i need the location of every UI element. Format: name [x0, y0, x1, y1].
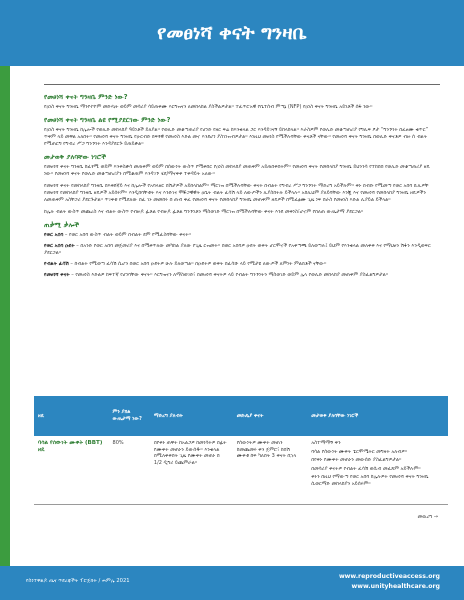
term-cycle: የወር አበባ ዑደት – በአንድ የወር አበባ መጀመሪያ እና በሚቀጥለው መካከል ያለው የጊዜ ርዝመት። በወር አበባዎ ዑደት ወቅት ሆርሞኖች የአቅጣጫ ይለወጣሉ፤ ይህም የእንቁላል መለቀቅ እና የማህፀን ሽፋን እንዲወፍር ያደርጋል። — [44, 243, 431, 256]
note-line: ቀኑን በዚህ የማውጣ የወር አበባ ከሌሉዎት የመፀነሻ ቀናት ግንዛቤ ሲወርማድ መከላከያን አይሰሩም። — [311, 474, 429, 487]
footer-links — [339, 572, 440, 592]
section-heading-different: የመፀነሻ ቀናት ግንዛቤ ልዩ የሚያደርገው ምንድ ነው? — [44, 116, 171, 124]
column-header-method: ዘዴ — [34, 396, 109, 436]
arrow-right-icon: → — [433, 514, 438, 520]
cell-fertile-days: የሰውነትዎ ሙቀት መጠን ከመጨመሩ ቀን ጀምሮ፣ ከበሽ ሙቀቱ ከፍ ካለበት 3 ቀናት በኋላ — [233, 436, 308, 504]
column-header-fertile-days: መድሀኒያ ቀናት — [233, 396, 308, 436]
section-text-things-to-know-2: የመፀነሻ ቀናት የመከላከያ ግንዛቤ በእቅደኛይ እና ከሌሎች የአባላዘር በሽታዎች አይከላከልም። ማርገዝ በሚችሉባቸው ቀናት በብልት የግብረ ሥጋ ግንኙነት ማድረግ አይችሉም። ቀኑ በብቡ የሚመጣ የወር አበባ ኪሊዎቸ የመፀነሻ የመከላከያ ግንዛቤ ዘዴዎች አይሰሩም። እንዲከባቸቱት እና እንድገና ሞኞጋዊዊት ዐቤት ብልት ፈሳሽ ላይ ለውጦችን ሊያስከትሉ ይችላሉ። አከሊህም ያለይባቸው እንጂ እና የመፀነሻ የመከላከያ ግንዛቤ ዘዴዎችን ለመጠቀም አስቸጋሪ ያደርጉታል። ጥገቀቱ የሚደለው በፈ ገኑ መመከሩ በ ጠብ ቀፈ የመፀነሻ ቀናት የመከላከያ ግንዛቤ መጠቀም ዘዴዎች በሚፈፅሙ ጊዜ ነፍ በራስ የመፀነስ እድል ሊያይል ይችላል። — [44, 183, 429, 203]
cell-method: ባሳል የሰውነት ሙቀት (BBT) ዘዴ — [34, 436, 109, 504]
cell-what-to-do: በየቀኑ ጠዋት ከአልጋዎ ከመነሳትዎ በፊት የሙቀት መጠኑን ይውሰዱ። እንቁላል በሚለቀቅበት ጊዜ የሙቀት መጠኑ በ 1/2 ዲግሪ ይጨምራል። — [150, 436, 233, 504]
note-line: በመሳሪያ ቀናትዎ የብልት ፈሳሽ ወሲብ መፈጸም አይችሉም። — [311, 465, 421, 472]
column-header-what-to-do: ማድረግ ያለብት — [150, 396, 233, 436]
methods-table — [34, 396, 448, 505]
term-label: የወር አበባ — [44, 232, 64, 238]
divider — [44, 84, 440, 85]
section-text-what-is: የዐነስ ቀናት ግንዛቤ ማንዮኮኮም መድሃኒት ወይም መሳሪያ ሳይጠቀሙ እርግዝናን ለመከላከል ያስችልዎታል። ተፈጥሮአዊ የቤተሰብ ምጣኔ (NFP) የዐነስ ቀናት ግንዛቤ አይነቶች ሰፋ ነው። — [44, 104, 373, 110]
note-line: አስተማማኝ ቀን — [311, 440, 341, 446]
footer-url-reproductiveaccess[interactable]: www.reproductiveaccess.org — [338, 573, 440, 580]
section-text-different: የዐነስ ቀናት ግንዛቤ ከሌሎች የወሊድ መከላከያ ዓይነቶች ይለያል። የወሊድ መቆጣጠሪያ የሆነድ የዘር ፍሬ ከእንቁላል ጋር እንዳይገናኝ ይከላከላል። እራስዎም የወሊድ መቆጣጠሪያ የግሊፍ ፆታ “ግንኙነት በፈፀሙ ቁጥር” ጥቅም ላይ መዋል አለበት። የመፀነሻ ቀናት ግንዛቤ የዑርብድ ክፍፃዊ የመፀነስ እድል መኖ እንደሆነ ያስገነዝብዎታል። እነዚህ መፀነስ የሚችሉባቸው ቀናቶች ናቸው። የመፀነሻ ቀናት ግንዛቤ በወሊድ ቀናቶዎ ብዙ ሰ ብልት የሚጠርግ የግብረ ሥጋ ግንኙነት እንዳያደርጉ ይጠይቃል። — [44, 127, 429, 147]
cell-effectiveness: 80% — [109, 436, 150, 504]
page-title: የመፀነሻ ቀናት ግንዛቤ — [157, 22, 307, 44]
continue-label — [418, 514, 438, 520]
term-period: የወር አበባ – የወር አበባ ውስጥ ብልት ወይም በብልት ደም የሚፈስባቸው ቀናት። — [44, 232, 191, 238]
page-footer — [0, 566, 464, 600]
term-definition: የወር አበባ ውስጥ ብልት ወይም በብልት ደም የሚፈስባቸው ቀናት። — [69, 232, 191, 238]
term-label: የወር አበባ ዑደት — [44, 243, 75, 249]
page-header — [0, 0, 464, 66]
section-heading-what-is: የመፀነሻ ቀናት ግንዛቤ ምንድ ነው? — [44, 93, 128, 101]
footer-credit: የስነተዋልዶ ጤና ጥደረጃችት ፕሮጀክት / ሐምሌ 2021 — [26, 578, 130, 584]
term-discharge: የብልት ፈሳሽ – ከብልት የሚወጣ ፈሳሽ ሲሆን በወር አበባ ዑደትዎ ሁሉ ይለወጣል። በዑደትዎ ወቅት በፈሳሹ ላይ የሚታዩ ለውጦች ለምነት ምልክቶች ናቸው። — [44, 261, 327, 267]
continue-text: መዉረግ — [417, 514, 433, 520]
section-text-things-to-know-3: ከሌሉ ብልት ውስጥ መጨረስ እና ብልት ውስጥ የብዙዶ ፊቶል የብዙዶ ፊቶል ግንኙነቶን ማስወገድ ማርገዝ በሚችሉባቸው ቀናት እንደ መቀነስ፣ሆኖም የበለጠ ውጤታማ ያደርጋል። — [44, 209, 364, 215]
terms-heading: ጠቃሚ ቃሎች — [44, 221, 80, 229]
term-definition: በአንድ የወር አበባ መጀመሪያ እና በሚቀጥለው መካከል ያለው የጊዜ ርዝመት። በወር አበባዎ ዑደት ወቅት ሆርሞኖች የአቅጣጫ ይለወጣሉ፤ ይህም የእንቁላል መለቀቅ እና የማህፀን ሽፋን እንዲወፍር ያደርጋል። — [44, 243, 431, 256]
table-row — [34, 436, 448, 504]
term-label: የመፀነሻ ቀናት — [44, 272, 70, 278]
term-label: የብልት ፈሳሽ — [44, 261, 69, 267]
term-definition: ከብልት የሚወጣ ፈሳሽ ሲሆን በወር አበባ ዑደትዎ ሁሉ ይለወጣል። በዑደትዎ ወቅት በፈሳሹ ላይ የሚታዩ ለውጦች ለምነት ምልክቶች ናቸው። — [74, 261, 327, 267]
side-accent-bar — [0, 0, 10, 600]
note-line: ባሳል የሰውነት ሙቀት ቴርሞሜትር መግዛት አለብዎ። — [311, 448, 408, 455]
term-fertile-days: የመፀነሻ ቀናት – የመፀነስ እድልዎ ከፍተኛ የሆነባቸው ቀናት። እርግዝናን ለማስወገድ፣ በመፀነሻ ቀናትዎ ላይ የብልት ግንኙነትን ማስወገድ ወይም ሌላ የወሊድ መከላከያ መጠቀም ያስፈልግዎታል። — [44, 272, 389, 278]
section-text-things-to-know: የመፀነሻ ቀናት ግንዛቤ ከፈፃሚ ወይም እንቅስቃሳ መጠቀም ወይም በሰውነት ውስጥ የሚቀበር የዐነስ መከላከያ መጠቀም አይጠበቅበትም። የመፀነሻ ቀናት የመከላከያ ግንዛቤ ይህንንሳ የተከበበ የወሊድ መቆጣጠሪያ ዘዴ ነው። የመፀነሻ ቀናት የወሊድ መቆጣጠሪያን በሚቆጠም እንዳገኙ ሂደ/ማናቀቅ ተቀዳይት አለው። — [44, 164, 430, 177]
column-header-effectiveness: ምን ያክል ውጤታማ ነው? — [109, 396, 150, 436]
footer-url-unityhealthcare[interactable]: www.unityhealthcare.org — [351, 583, 440, 590]
cell-notes — [307, 436, 448, 504]
section-heading-things-to-know: መታወቅ ያለባቸው ነገሮች — [44, 153, 106, 161]
note-line: በየቀኑ የሙቀት መጠኑን መውሰድ ያስፈልግዎታል። — [311, 457, 402, 464]
column-header-notes: መታወቅ ያለባቸው ነገሮች — [307, 396, 448, 436]
term-definition: የመፀነስ እድልዎ ከፍተኛ የሆነባቸው ቀናት። እርግዝናን ለማስወገድ፣ በመፀነሻ ቀናትዎ ላይ የብልት ግንኙነትን ማስወገድ ወይም ሌላ የወሊድ መከላከያ መጠቀም ያስፈልግዎታል። — [75, 272, 389, 278]
table-header-row — [34, 396, 448, 436]
main-content — [44, 84, 440, 283]
